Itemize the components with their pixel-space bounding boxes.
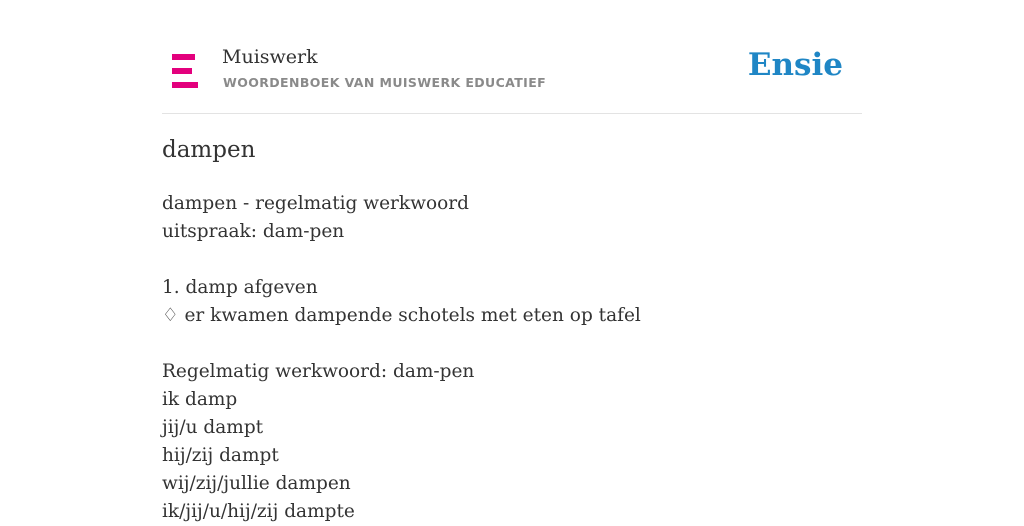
entry-line: dampen - regelmatig werkwoord [162, 193, 469, 214]
entry-line: Regelmatig werkwoord: dam-pen [162, 361, 475, 382]
muiswerk-logo-icon[interactable] [172, 54, 200, 88]
entry-line: 1. damp afgeven [162, 277, 318, 298]
entry-body [162, 190, 862, 526]
entry-title: dampen [162, 137, 256, 163]
site-name[interactable]: Muiswerk [222, 46, 318, 68]
entry-line: hij/zij dampt [162, 445, 279, 466]
page-container [162, 0, 862, 522]
entry-line-blank [162, 246, 862, 274]
entry-line: uitspraak: dam-pen [162, 221, 345, 242]
entry-line: jij/u dampt [162, 417, 264, 438]
entry-line: wij/zij/jullie dampen [162, 473, 351, 494]
entry-line-blank [162, 330, 862, 358]
site-header [162, 0, 862, 114]
ensie-logo[interactable]: Ensie [747, 47, 843, 83]
entry-line: ik damp [162, 389, 238, 410]
entry-line: ♢ er kwamen dampende schotels met eten op tafel [162, 305, 641, 326]
entry-line: ik/jij/u/hij/zij dampte [162, 501, 355, 522]
site-subtitle: WOORDENBOEK VAN MUISWERK EDUCATIEF [223, 75, 547, 90]
